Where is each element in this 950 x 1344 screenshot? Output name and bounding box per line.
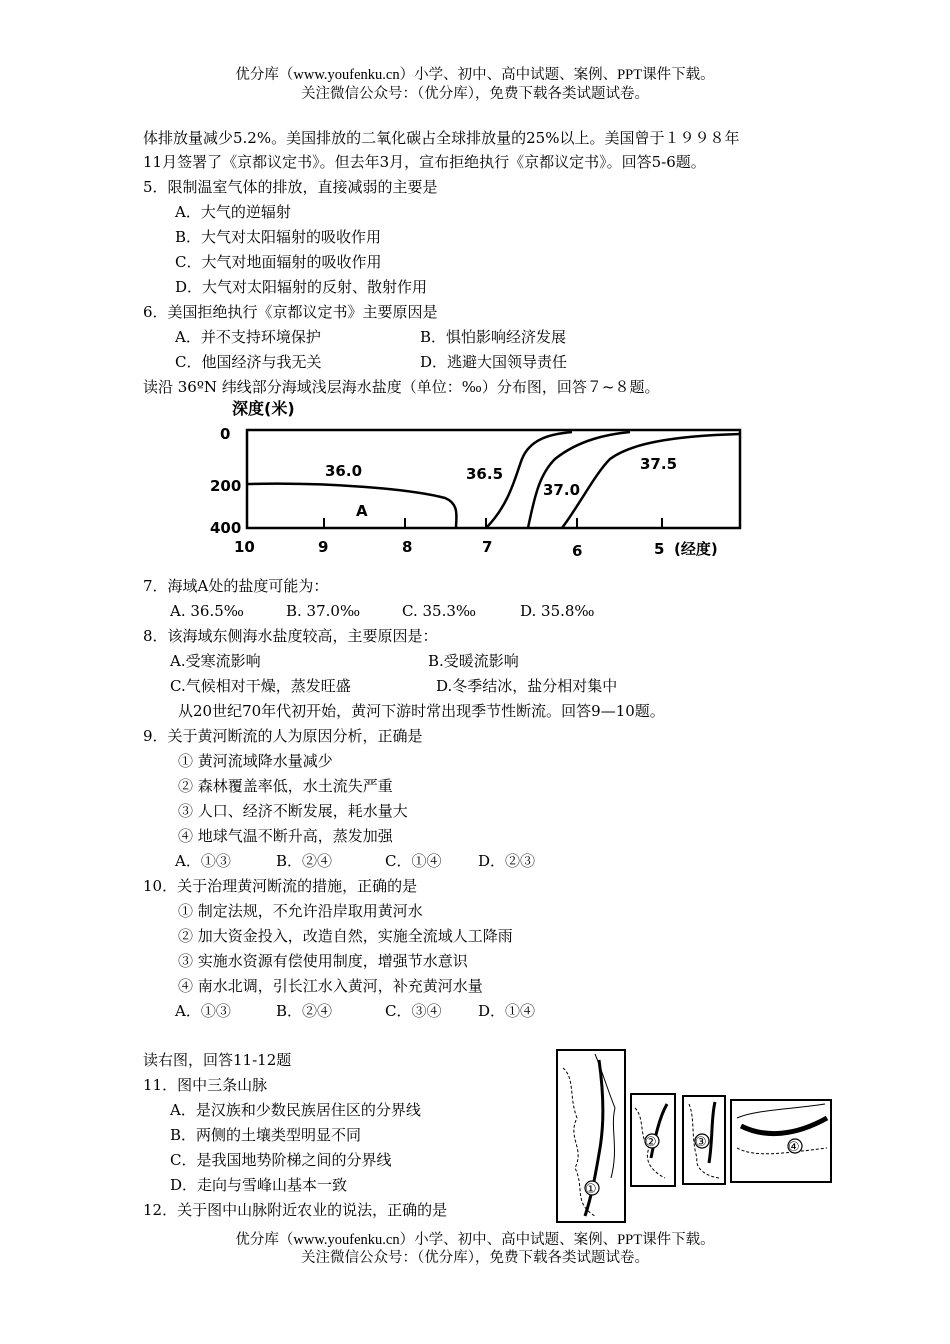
q8-option-a: A.受寒流影响 xyxy=(170,652,261,670)
intro-line-2: 11月签署了《京都议定书》。但去年3月，宣布拒绝执行《京都议定书》。回答5-6题。 xyxy=(143,153,706,171)
q8-option-c: C.气候相对干燥，蒸发旺盛 xyxy=(170,677,351,695)
q9-statement-1: ① 黄河流域降水量减少 xyxy=(178,752,333,770)
isoline-37-5 xyxy=(562,434,740,528)
intro-line-1: 体排放量减少5.2%。美国排放的二氧化碳占全球排放量的25%以上。美国曾于１９９８年 xyxy=(143,129,740,147)
q10-option-d: D．①④ xyxy=(478,1002,536,1020)
q9-option-b: B．②④ xyxy=(276,852,333,870)
q9-statement-2: ② 森林覆盖率低，水土流失严重 xyxy=(178,777,393,795)
q11-option-c: C．是我国地势阶梯之间的分界线 xyxy=(170,1151,392,1169)
header-line-1: 优分库（www.youfenku.cn）小学、初中、高中试题、案例、PPT课件下载。 xyxy=(235,67,715,83)
mountain-maps xyxy=(555,1048,835,1226)
footer-line-2: 关注微信公众号：（优分库），免费下载各类试题试卷。 xyxy=(301,1250,649,1266)
isoline-36-0 xyxy=(247,484,456,528)
q5-option-c: C．大气对地面辐射的吸收作用 xyxy=(175,253,382,271)
y-axis-label: 深度(米) xyxy=(232,399,295,418)
q10-statement-4: ④ 南水北调，引长江水入黄河，补充黄河水量 xyxy=(178,977,483,995)
q6-option-d: D．逃避大国领导责任 xyxy=(420,353,568,371)
isoline-37-0 xyxy=(528,432,630,528)
q6-option-b: B．惧怕影响经济发展 xyxy=(420,328,567,346)
map-1 xyxy=(557,1050,625,1222)
map-label-4: ④ xyxy=(788,1140,800,1155)
q9-statement-3: ③ 人口、经济不断发展，耗水量大 xyxy=(178,802,408,820)
chart-intro: 读沿 36ºN 纬线部分海域浅层海水盐度（单位：‰）分布图，回答７~８题。 xyxy=(143,378,660,396)
x-axis-label: (经度) xyxy=(674,540,718,558)
isoline-label-37-0: 37.0 xyxy=(543,481,581,499)
isoline-label-36-5: 36.5 xyxy=(466,465,504,483)
q7-option-d: D. 35.8‰ xyxy=(520,602,595,620)
header-line-2: 关注微信公众号：（优分库），免费下载各类试题试卷。 xyxy=(301,86,649,102)
region-label-a: A xyxy=(356,502,368,520)
footer-line-1: 优分库（www.youfenku.cn）小学、初中、高中试题、案例、PPT课件下载。 xyxy=(235,1232,715,1248)
q10-option-a: A．①③ xyxy=(175,1002,231,1020)
salinity-diagram xyxy=(210,394,755,564)
map-label-1: ① xyxy=(585,1182,597,1197)
q11-option-d: D．走向与雪峰山基本一致 xyxy=(170,1176,348,1194)
map-2 xyxy=(631,1094,675,1186)
x-tick-6: 6 xyxy=(572,542,583,560)
q7-option-a: A. 36.5‰ xyxy=(170,602,244,620)
q10-option-b: B．②④ xyxy=(276,1002,333,1020)
map-3 xyxy=(683,1096,725,1184)
map-4 xyxy=(731,1100,831,1182)
q12-stem: 12．关于图中山脉附近农业的说法，正确的是 xyxy=(143,1201,448,1219)
isoline-label-36-0: 36.0 xyxy=(325,462,363,480)
map-label-2: ② xyxy=(645,1135,657,1150)
x-tick-9: 9 xyxy=(318,538,329,556)
q5-option-d: D．大气对太阳辐射的反射、散射作用 xyxy=(175,278,428,296)
q9-stem: 9．关于黄河断流的人为原因分析，正确是 xyxy=(143,727,423,745)
q9-statement-4: ④ 地球气温不断升高，蒸发加强 xyxy=(178,827,393,845)
yellow-river-intro: 从20世纪70年代初开始，黄河下游时常出现季节性断流。回答9—10题。 xyxy=(178,702,665,720)
map-label-3: ③ xyxy=(695,1135,707,1150)
map-intro: 读右图，回答11-12题 xyxy=(143,1051,292,1069)
q11-stem: 11．图中三条山脉 xyxy=(143,1076,268,1094)
y-tick-400: 400 xyxy=(210,519,242,537)
q11-option-a: A．是汉族和少数民族居住区的分界线 xyxy=(170,1101,421,1119)
x-tick-5: 5 xyxy=(654,540,665,558)
q5-stem: 5．限制温室气体的排放，直接减弱的主要是 xyxy=(143,178,438,196)
q9-option-c: C．①④ xyxy=(385,852,442,870)
q10-statement-1: ① 制定法规，不允许沿岸取用黄河水 xyxy=(178,902,423,920)
x-tick-10: 10 xyxy=(234,538,255,556)
q5-option-b: B．大气对太阳辐射的吸收作用 xyxy=(175,228,382,246)
isoline-label-37-5: 37.5 xyxy=(640,455,678,473)
q5-option-a: A．大气的逆辐射 xyxy=(175,203,291,221)
y-tick-0: 0 xyxy=(220,425,231,443)
q9-option-a: A．①③ xyxy=(175,852,231,870)
y-tick-200: 200 xyxy=(210,477,242,495)
x-tick-8: 8 xyxy=(402,538,413,556)
q10-option-c: C．③④ xyxy=(385,1002,442,1020)
q10-stem: 10．关于治理黄河断流的措施，正确的是 xyxy=(143,877,418,895)
q11-option-b: B．两侧的土壤类型明显不同 xyxy=(170,1126,362,1144)
q10-statement-2: ② 加大资金投入，改造自然，实施全流域人工降雨 xyxy=(178,927,513,945)
q8-option-d: D.冬季结冰，盐分相对集中 xyxy=(436,677,618,695)
q6-stem: 6．美国拒绝执行《京都议定书》主要原因是 xyxy=(143,303,438,321)
q7-option-b: B. 37.0‰ xyxy=(286,602,361,620)
q6-option-a: A．并不支持环境保护 xyxy=(175,328,321,346)
q7-stem: 7．海域A处的盐度可能为： xyxy=(143,577,329,595)
x-tick-7: 7 xyxy=(482,538,493,556)
q10-statement-3: ③ 实施水资源有偿使用制度，增强节水意识 xyxy=(178,952,468,970)
q8-option-b: B.受暖流影响 xyxy=(428,652,519,670)
q9-option-d: D．②③ xyxy=(478,852,536,870)
q7-option-c: C. 35.3‰ xyxy=(402,602,477,620)
q6-option-c: C．他国经济与我无关 xyxy=(175,353,322,371)
q8-stem: 8．该海域东侧海水盐度较高，主要原因是： xyxy=(143,627,438,645)
